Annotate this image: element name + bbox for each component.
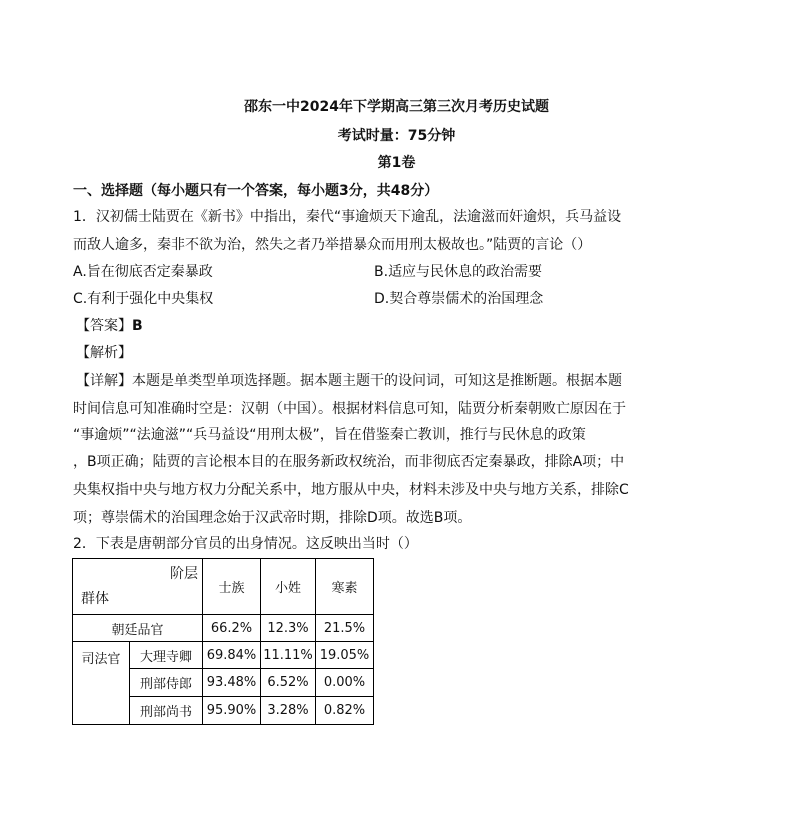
table-cell: 0.00% [316,669,374,697]
q1-detail-line6: 项；尊崇儒术的治国理念始于汉武帝时期，排除D项。故选B项。 [73,510,472,526]
option-label: A. [73,264,87,280]
row-label: 朝廷品官 [73,615,203,642]
q1-detail-line3: “事逾烦”“法逾滋”“兵马益设“用刑太极”，旨在借鉴秦亡教训，推行与民休息的政策 [73,427,586,443]
detail-tag: 【详解】 [76,373,132,389]
option-text: 有利于强化中央集权 [87,291,214,307]
q1-option-b [374,261,542,281]
table-cell: 95.90% [203,697,261,725]
table-cell: 6.52% [261,669,316,697]
q1-analysis-tag: 【解析】 [76,345,132,361]
exam-duration: 考试时量：75分钟 [337,128,456,144]
q1-detail-line2: 时间信息可知准确时空是：汉朝（中国）。根据材料信息可知，陆贾分析秦朝败亡原因在于 [73,401,626,417]
row-label: 刑部侍郎 [130,669,203,697]
option-text: 旨在彻底否定秦暴政 [86,264,213,280]
table-cell: 66.2% [203,615,261,642]
exam-title: 邵东一中2024年下学期高三第三次月考历史试题 [244,99,549,115]
q1-answer [76,315,143,335]
q2-stem: 2．下表是唐朝部分官员的出身情况。这反映出当时（） [73,536,418,552]
q1-stem-line1: 1．汉初儒士陆贾在《新书》中指出，秦代“事逾烦天下逾乱，法逾滋而奸逾炽，兵马益设 [73,209,622,225]
option-text: 契合尊崇儒术的治国理念 [389,291,544,307]
column-header: 士族 [203,559,261,615]
q1-option-d [374,288,543,308]
corner-top-label: 阶层 [170,566,198,582]
q1-option-a [73,261,213,281]
q1-stem-line2: 而敌人逾多，秦非不欲为治，然失之者乃举措暴众而用刑太极故也。”陆贾的言论（） [73,237,592,253]
table-cell: 69.84% [203,642,261,669]
officials-origin-table [72,558,374,725]
row-label: 大理寺卿 [130,642,203,669]
q1-detail-line1 [76,370,622,390]
group-label: 司法官 [73,642,130,725]
option-text: 适应与民休息的政治需要 [388,264,543,280]
table-corner-cell [73,559,203,615]
row-label: 刑部尚书 [130,697,203,725]
table-cell: 11.11% [261,642,316,669]
option-label: D. [374,291,390,307]
table-cell: 12.3% [261,615,316,642]
option-label: B. [374,264,389,280]
corner-bottom-label: 群体 [81,591,109,607]
answer-value: B [132,318,143,334]
q1-option-c [73,288,213,308]
table-cell: 93.48% [203,669,261,697]
volume-label: 第1卷 [377,155,416,171]
q1-detail-line4: ，B项正确；陆贾的言论根本目的在服务新政权统治，而非彻底否定秦暴政，排除A项；中 [73,454,625,470]
table-cell: 3.28% [261,697,316,725]
table-cell: 19.05% [316,642,374,669]
table-cell: 0.82% [316,697,374,725]
detail-text: 本题是单类型单项选择题。据本题主题干的设问词，可知这是推断题。根据本题 [132,373,622,389]
answer-tag: 【答案】 [76,318,132,334]
column-header: 小姓 [261,559,316,615]
column-header: 寒素 [316,559,374,615]
option-label: C. [73,291,88,307]
q1-detail-line5: 央集权指中央与地方权力分配关系中，地方服从中央，材料未涉及中央与地方关系，排除C [73,482,629,498]
table-cell: 21.5% [316,615,374,642]
section-heading: 一、选择题（每小题只有一个答案，每小题3分，共48分） [73,183,439,199]
